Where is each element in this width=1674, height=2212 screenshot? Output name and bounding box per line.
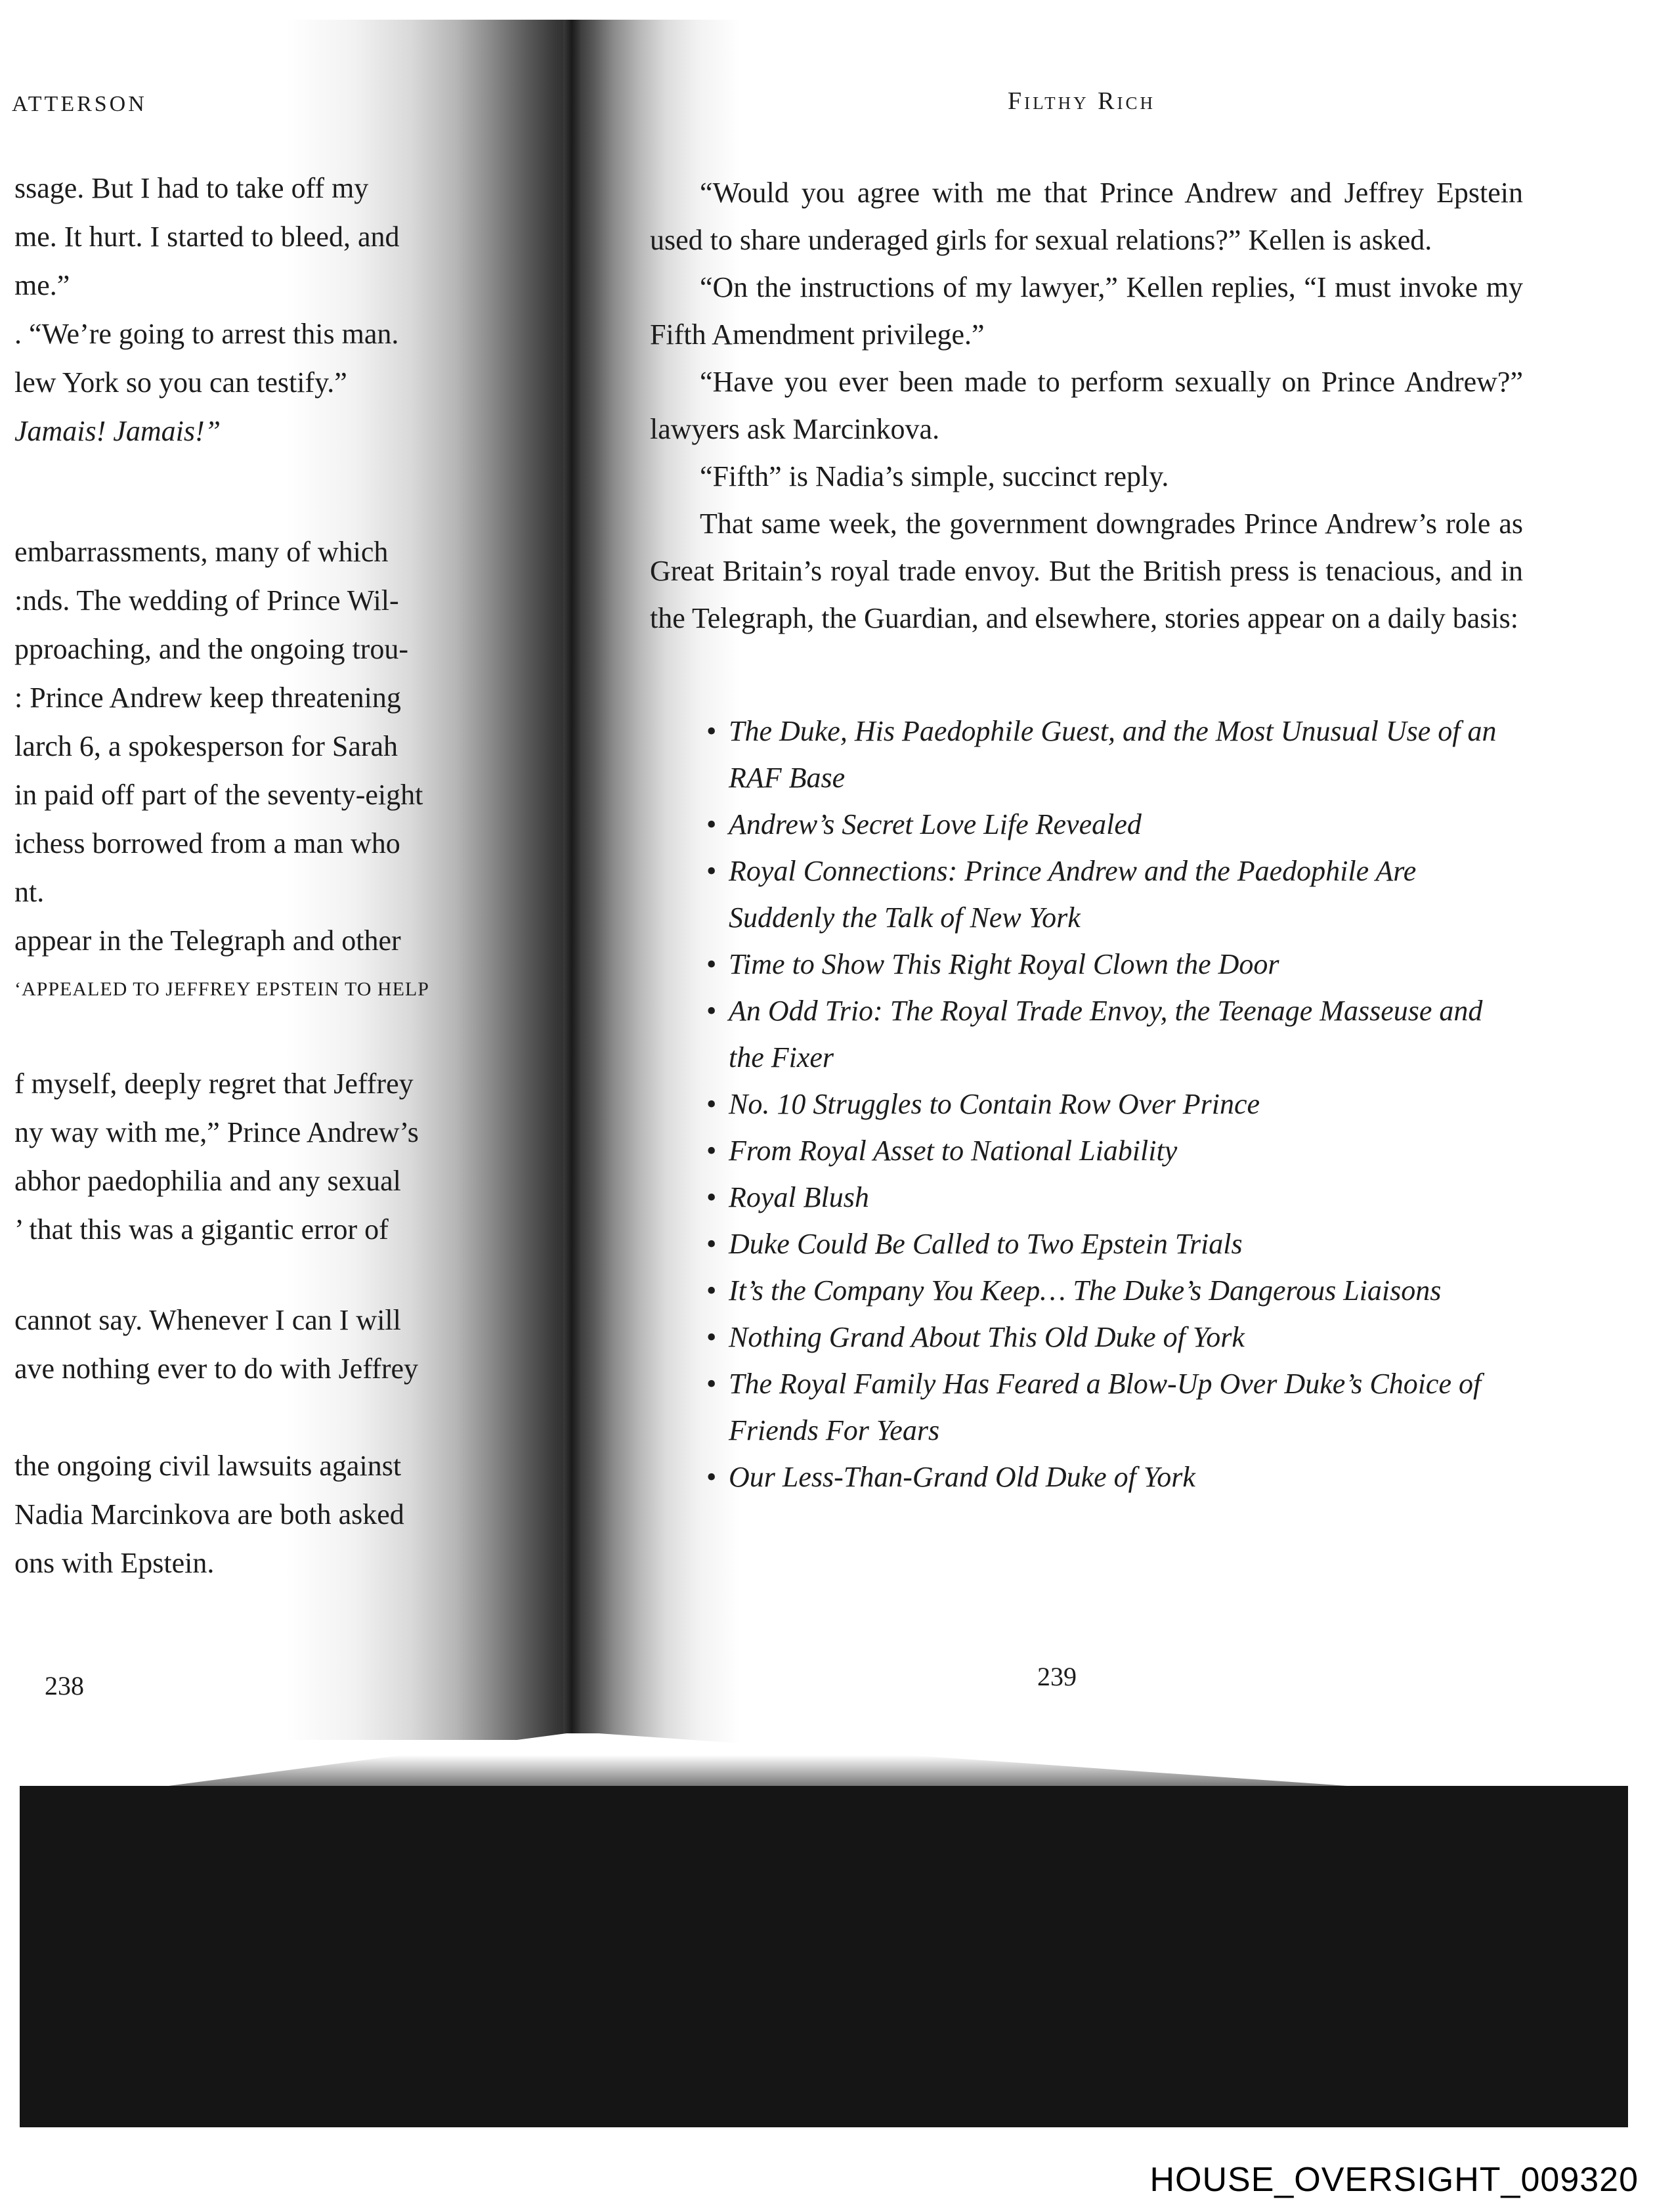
right-page-text (650, 169, 1523, 1500)
left-line: ’ that this was a gigantic error of (14, 1213, 389, 1246)
left-line: ave nothing ever to do with Jeffrey (14, 1353, 419, 1385)
left-line: f myself, deeply regret that Jeffrey (14, 1068, 414, 1100)
left-line: . “We’re going to arrest this man. (14, 318, 399, 350)
left-line: abhor paedophilia and any sexual (14, 1165, 401, 1197)
left-page-text (14, 164, 487, 1588)
left-line: in paid off part of the seventy-eight (14, 779, 423, 811)
section-break (14, 1014, 487, 1060)
headline-item: • Time to Show This Right Royal Clown the Door (710, 941, 1523, 987)
left-page-number: 238 (45, 1671, 84, 1701)
left-line: cannot say. Whenever I can I will (14, 1304, 401, 1336)
bates-stamp: HOUSE_OVERSIGHT_009320 (1149, 2161, 1639, 2199)
section-break (14, 1254, 487, 1296)
headline-item: • From Royal Asset to National Liability (710, 1127, 1523, 1174)
book-gutter (563, 20, 580, 1740)
headline-item: • Duke Could Be Called to Two Epstein Trials (710, 1221, 1523, 1267)
paragraph: “On the instructions of my lawyer,” Kellen replies, “I must invoke my Fifth Amendment privilege.” (650, 271, 1523, 351)
left-line: embarrassments, many of which (14, 536, 389, 568)
headline-item: • The Duke, His Paedophile Guest, and the Most Unusual Use of an RAF Base (710, 708, 1523, 801)
scanner-black-band (20, 1786, 1628, 2127)
headline-item: • Royal Blush (710, 1174, 1523, 1221)
paragraph: That same week, the government downgrades Prince Andrew’s role as Great Britain’s royal trade envoy. But the British press is tenacious, and in the Telegraph, the Guardian, and elsewhere, stories appear on a daily basis: (650, 508, 1523, 634)
headline-item: • Royal Connections: Prince Andrew and the Paedophile Are Suddenly the Talk of New York (710, 848, 1523, 941)
headline-list (650, 708, 1523, 1500)
left-line: pproaching, and the ongoing trou- (14, 633, 408, 665)
left-line: :nds. The wedding of Prince Wil- (14, 584, 399, 617)
left-line: ichess borrowed from a man who (14, 827, 400, 859)
headline-item: • An Odd Trio: The Royal Trade Envoy, the Teenage Masseuse and the Fixer (710, 987, 1523, 1081)
paragraph: “Fifth” is Nadia’s simple, succinct reply. (700, 460, 1169, 492)
right-page-number: 239 (1037, 1662, 1077, 1691)
left-running-head: ATTERSON (12, 92, 147, 116)
section-break (14, 1393, 487, 1442)
headline-item: • The Royal Family Has Feared a Blow-Up Over Duke’s Choice of Friends For Years (710, 1360, 1523, 1454)
left-line-headline: ‘APPEALED TO JEFFREY EPSTEIN TO HELP (14, 978, 429, 1000)
headline-item: • Nothing Grand About This Old Duke of York (710, 1314, 1523, 1360)
left-line: appear in the Telegraph and other (14, 924, 401, 957)
left-line: : Prince Andrew keep threatening (14, 682, 401, 714)
headline-item: • Andrew’s Secret Love Life Revealed (710, 801, 1523, 848)
left-line: the ongoing civil lawsuits against (14, 1450, 402, 1482)
left-line: larch 6, a spokesperson for Sarah (14, 730, 398, 762)
left-line: Nadia Marcinkova are both asked (14, 1498, 404, 1530)
left-line: me.” (14, 269, 70, 301)
right-running-head: Filthy Rich (1008, 87, 1155, 115)
left-line: me. It hurt. I started to bleed, and (14, 221, 400, 253)
left-line: ons with Epstein. (14, 1547, 215, 1579)
left-line: nt. (14, 876, 45, 908)
headline-item: • Our Less-Than-Grand Old Duke of York (710, 1454, 1523, 1500)
left-line: Jamais! Jamais!” (14, 415, 221, 447)
paragraph: “Have you ever been made to perform sexually on Prince Andrew?” lawyers ask Marcinkova. (650, 366, 1523, 445)
left-line: lew York so you can testify.” (14, 366, 347, 399)
section-break (14, 456, 487, 528)
paragraph: “Would you agree with me that Prince Andrew and Jeffrey Epstein used to share underaged girls for sexual relations?” Kellen is asked. (650, 177, 1523, 256)
left-line: ssage. But I had to take off my (14, 172, 369, 204)
headline-item: • It’s the Company You Keep… The Duke’s Dangerous Liaisons (710, 1267, 1523, 1314)
headline-item: • No. 10 Struggles to Contain Row Over Prince (710, 1081, 1523, 1127)
left-line: ny way with me,” Prince Andrew’s (14, 1116, 419, 1148)
